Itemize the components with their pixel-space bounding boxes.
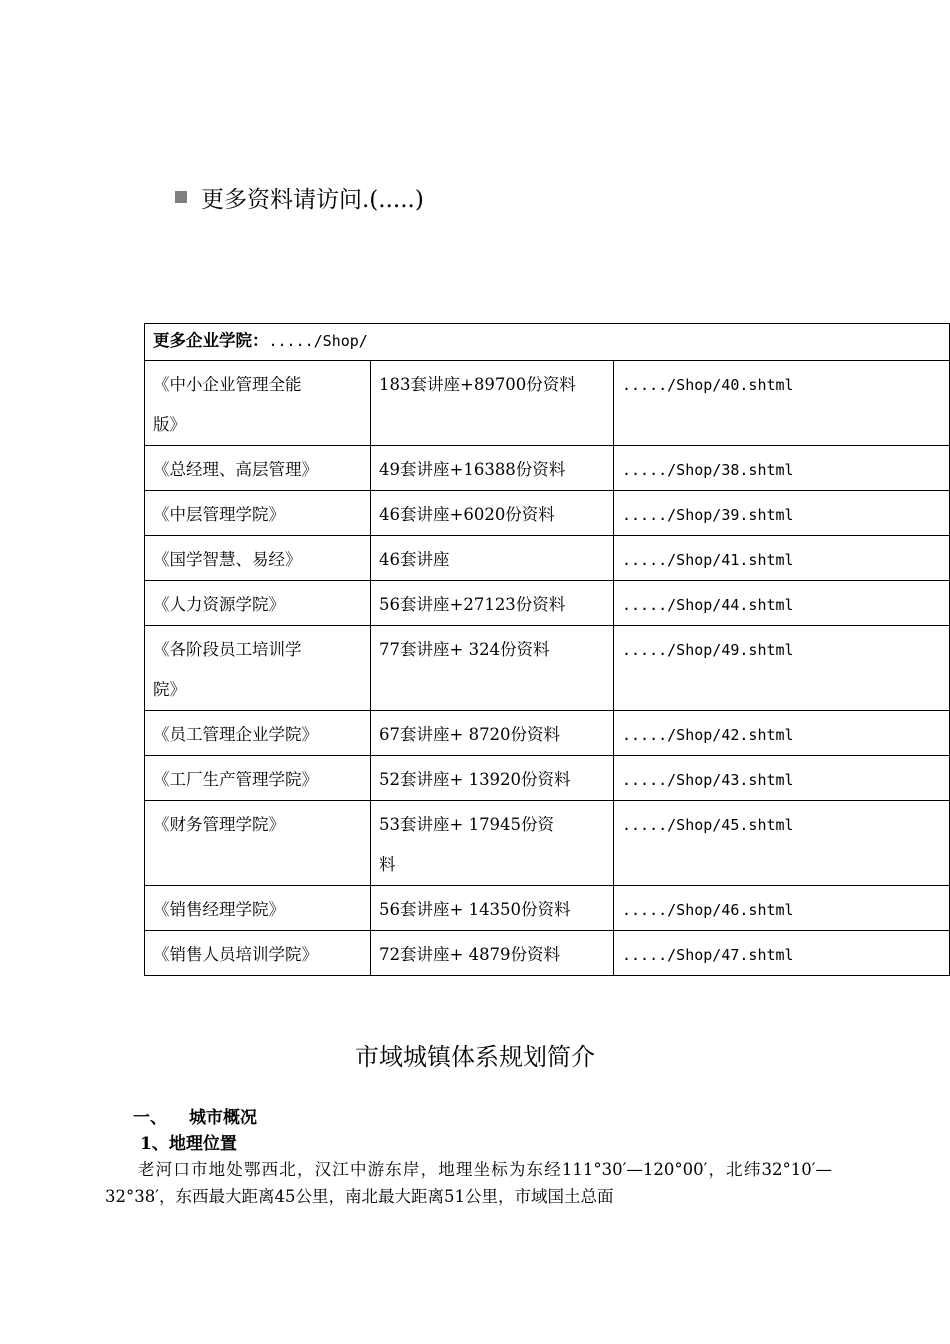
- table-row: [145, 886, 950, 931]
- course-content-line1: 53套讲座+ 17945份资: [379, 815, 555, 834]
- table-row: [145, 361, 950, 446]
- course-name: 《中层管理学院》: [145, 491, 371, 536]
- course-table: [144, 323, 950, 976]
- subsection-heading: 1、地理位置: [140, 1134, 237, 1154]
- table-row: [145, 801, 950, 886]
- course-content-line2: 料: [379, 855, 396, 874]
- section-heading-1: [133, 1106, 257, 1130]
- course-name: 《财务管理学院》: [145, 801, 371, 886]
- table-row: [145, 931, 950, 976]
- course-content: 46套讲座: [371, 536, 614, 581]
- document-title: 市域城镇体系规划简介: [355, 1043, 595, 1071]
- section-number: 一、: [133, 1108, 167, 1128]
- table-header-label: 更多企业学院：: [153, 331, 269, 350]
- course-content: 183套讲座+89700份资料: [371, 361, 614, 446]
- table-row: [145, 446, 950, 491]
- course-content: 72套讲座+ 4879份资料: [371, 931, 614, 976]
- table-header-link[interactable]: ...../Shop/: [268, 332, 368, 350]
- table-row: [145, 756, 950, 801]
- course-name-line2: 版》: [153, 415, 186, 434]
- course-name: 《国学智慧、易经》: [145, 536, 371, 581]
- course-name: 《员工管理企业学院》: [145, 711, 371, 756]
- course-name: 《工厂生产管理学院》: [145, 756, 371, 801]
- course-content: 56套讲座+ 14350份资料: [371, 886, 614, 931]
- course-content: 77套讲座+ 324份资料: [371, 626, 614, 711]
- course-content: 49套讲座+16388份资料: [371, 446, 614, 491]
- course-link[interactable]: ...../Shop/46.shtml: [614, 886, 950, 931]
- course-name: 《总经理、高层管理》: [145, 446, 371, 491]
- course-link[interactable]: ...../Shop/42.shtml: [614, 711, 950, 756]
- section-title: 城市概况: [189, 1108, 257, 1128]
- table-row: [145, 711, 950, 756]
- course-name-line2: 院》: [153, 680, 186, 699]
- table-row: [145, 536, 950, 581]
- course-link[interactable]: ...../Shop/41.shtml: [614, 536, 950, 581]
- course-content-cell: [371, 801, 614, 886]
- course-content: 52套讲座+ 13920份资料: [371, 756, 614, 801]
- course-name-cell: [145, 361, 371, 446]
- course-link[interactable]: ...../Shop/44.shtml: [614, 581, 950, 626]
- more-resources-text: 更多资料请访问.(.....): [201, 187, 424, 213]
- course-name-line1: 《各阶段员工培训学: [153, 640, 302, 659]
- table-row: [145, 581, 950, 626]
- table-header-cell: [145, 324, 950, 361]
- course-name: 《人力资源学院》: [145, 581, 371, 626]
- course-name-cell: [145, 626, 371, 711]
- course-link[interactable]: ...../Shop/43.shtml: [614, 756, 950, 801]
- more-resources-line: [175, 184, 424, 216]
- course-link[interactable]: ...../Shop/40.shtml: [614, 361, 950, 446]
- course-name-line1: 《中小企业管理全能: [153, 375, 302, 394]
- course-name: 《销售经理学院》: [145, 886, 371, 931]
- body-paragraph: 老河口市地处鄂西北，汉江中游东岸，地理坐标为东经111°30′—120°00′，北纬32°10′—32°38′，东西最大距离45公里，南北最大距离51公里，市域国土总面: [105, 1160, 832, 1206]
- table-row: [145, 626, 950, 711]
- course-content: 56套讲座+27123份资料: [371, 581, 614, 626]
- course-link[interactable]: ...../Shop/39.shtml: [614, 491, 950, 536]
- course-link[interactable]: ...../Shop/38.shtml: [614, 446, 950, 491]
- table-row: [145, 491, 950, 536]
- course-name: 《销售人员培训学院》: [145, 931, 371, 976]
- course-content: 46套讲座+6020份资料: [371, 491, 614, 536]
- course-link[interactable]: ...../Shop/47.shtml: [614, 931, 950, 976]
- course-link[interactable]: ...../Shop/49.shtml: [614, 626, 950, 711]
- table-header-row: [145, 324, 950, 361]
- square-bullet-icon: [175, 191, 187, 203]
- course-link[interactable]: ...../Shop/45.shtml: [614, 801, 950, 886]
- course-content: 67套讲座+ 8720份资料: [371, 711, 614, 756]
